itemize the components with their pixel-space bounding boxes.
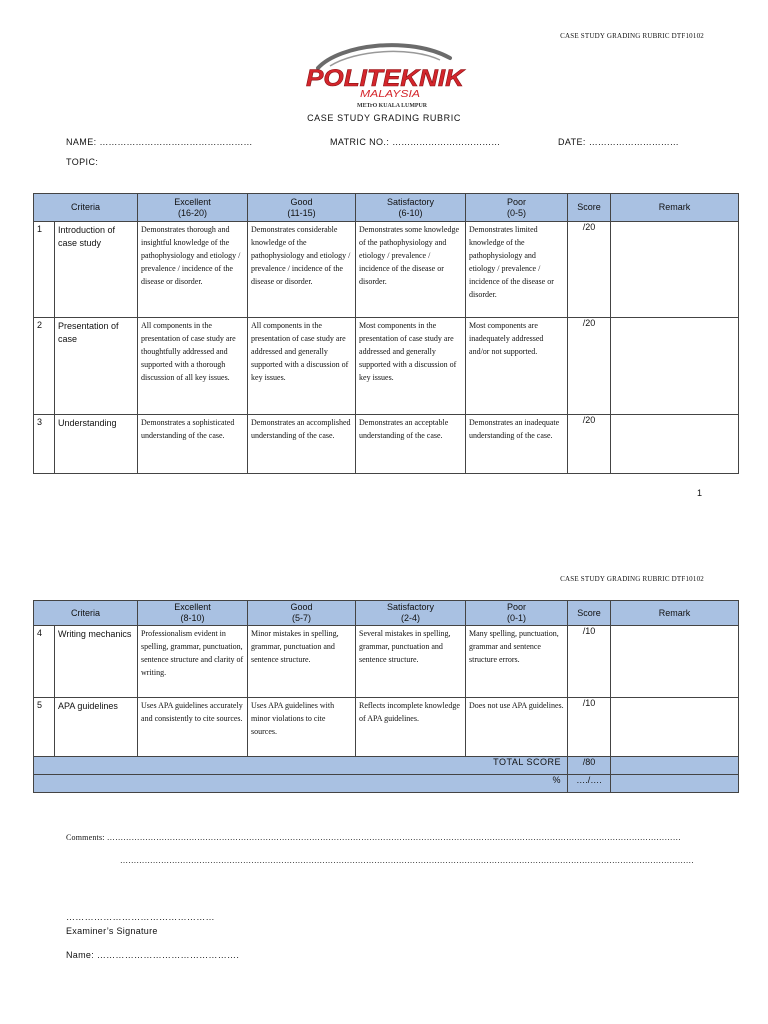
poor-descriptor: Most components are inadequately addressed and/or not supported. (466, 318, 568, 415)
row-criteria: APA guidelines (55, 698, 138, 757)
satisfactory-descriptor: Reflects incomplete knowledge of APA guidelines. (356, 698, 466, 757)
good-descriptor: Minor mistakes in spelling, grammar, punctuation and sentence structure. (248, 626, 356, 698)
document-reference: CASE STUDY GRADING RUBRIC DTF10102 (560, 575, 704, 583)
good-descriptor: All components in the presentation of case study are addressed and generally supported with a discussion of key issues. (248, 318, 356, 415)
page-number: 1 (697, 488, 703, 498)
row-number: 1 (34, 222, 55, 318)
score-cell[interactable]: /10 (568, 626, 611, 698)
document-title: CASE STUDY GRADING RUBRIC (307, 113, 461, 123)
examiner-name-field[interactable] (66, 950, 239, 960)
total-score-value[interactable]: /80 (568, 757, 611, 775)
comments-line-2[interactable]: ………………………………………………………………………………………………………………………………………………………………………………………… (120, 856, 694, 865)
percent-value[interactable]: …./…. (568, 775, 611, 793)
remark-cell[interactable] (611, 626, 739, 698)
comments-dots-1: ………………………………………………………………………………………………………………………………………………………………………………………… (106, 833, 681, 842)
poor-descriptor: Many spelling, punctuation, grammar and sentence structure errors. (466, 626, 568, 698)
examiner-name-label: Name: (66, 950, 95, 960)
satisfactory-descriptor: Most components in the presentation of case study are addressed and generally supported with a discussion of key issues. (356, 318, 466, 415)
header-satisfactory: Satisfactory (6-10) (356, 194, 466, 222)
table-header-row (34, 601, 739, 626)
matric-dots: ……………………………… (392, 137, 501, 147)
good-descriptor: Demonstrates an accomplished understanding of the case. (248, 415, 356, 474)
total-score-label: TOTAL SCORE (34, 757, 568, 775)
matric-field[interactable] (330, 137, 500, 147)
satisfactory-descriptor: Demonstrates some knowledge of the pathophysiology and etiology / prevalence / incidence of the disease or disorder. (356, 222, 466, 318)
poor-descriptor: Does not use APA guidelines. (466, 698, 568, 757)
rubric-table-part1 (33, 193, 739, 474)
good-descriptor: Uses APA guidelines with minor violations to cite sources. (248, 698, 356, 757)
header-poor: Poor (0-5) (466, 194, 568, 222)
percent-remark-cell (611, 775, 739, 793)
header-remark: Remark (611, 601, 739, 626)
table-header-row (34, 194, 739, 222)
comments-line-1[interactable] (66, 833, 681, 842)
name-dots: …………………………………………… (99, 137, 253, 147)
row-number: 4 (34, 626, 55, 698)
header-score: Score (568, 194, 611, 222)
name-label: NAME: (66, 137, 97, 147)
table-row (34, 415, 739, 474)
percent-row (34, 775, 739, 793)
row-number: 5 (34, 698, 55, 757)
comments-label: Comments: (66, 833, 105, 842)
row-number: 3 (34, 415, 55, 474)
logo-name: POLITEKNIK (306, 65, 466, 92)
document-reference: CASE STUDY GRADING RUBRIC DTF10102 (560, 32, 704, 40)
score-cell[interactable]: /20 (568, 318, 611, 415)
row-criteria: Introduction of case study (55, 222, 138, 318)
date-dots: ………………………… (588, 137, 679, 147)
excellent-descriptor: Uses APA guidelines accurately and consistently to cite sources. (138, 698, 248, 757)
header-criteria: Criteria (34, 194, 138, 222)
excellent-descriptor: Demonstrates a sophisticated understanding of the case. (138, 415, 248, 474)
header-satisfactory: Satisfactory (2-4) (356, 601, 466, 626)
table-row (34, 626, 739, 698)
date-label: DATE: (558, 137, 586, 147)
poor-descriptor: Demonstrates an inadequate understanding of the case. (466, 415, 568, 474)
table-row (34, 222, 739, 318)
poor-descriptor: Demonstrates limited knowledge of the pathophysiology and etiology / prevalence / incidence of the disease or disorder. (466, 222, 568, 318)
table-row (34, 318, 739, 415)
remark-cell[interactable] (611, 698, 739, 757)
satisfactory-descriptor: Demonstrates an acceptable understanding of the case. (356, 415, 466, 474)
total-score-row (34, 757, 739, 775)
header-poor: Poor (0-1) (466, 601, 568, 626)
total-remark-cell (611, 757, 739, 775)
topic-label: TOPIC: (66, 157, 99, 167)
examiner-signature-label: Examiner’s Signature (66, 926, 158, 936)
row-criteria: Presentation of case (55, 318, 138, 415)
politeknik-logo (300, 40, 470, 112)
good-descriptor: Demonstrates considerable knowledge of the pathophysiology and etiology / prevalence / incidence of the disease or disorder. (248, 222, 356, 318)
row-criteria: Writing mechanics (55, 626, 138, 698)
header-score: Score (568, 601, 611, 626)
header-criteria: Criteria (34, 601, 138, 626)
logo-country: MALAYSIA (360, 89, 421, 100)
excellent-descriptor: Demonstrates thorough and insightful knowledge of the pathophysiology and etiology / prevalence / incidence of the disease or disorder. (138, 222, 248, 318)
table-row (34, 698, 739, 757)
topic-field[interactable] (66, 157, 98, 167)
score-cell[interactable]: /20 (568, 222, 611, 318)
row-criteria: Understanding (55, 415, 138, 474)
header-excellent: Excellent (16-20) (138, 194, 248, 222)
header-good: Good (11-15) (248, 194, 356, 222)
examiner-name-dots: ………………………………………. (96, 950, 240, 960)
row-number: 2 (34, 318, 55, 415)
matric-label: MATRIC NO.: (330, 137, 390, 147)
excellent-descriptor: All components in the presentation of case study are thoughtfully addressed and supported with a thorough discussion of all key issues. (138, 318, 248, 415)
score-cell[interactable]: /20 (568, 415, 611, 474)
name-field[interactable] (66, 137, 252, 147)
score-cell[interactable]: /10 (568, 698, 611, 757)
remark-cell[interactable] (611, 415, 739, 474)
logo-campus: METrO KUALA LUMPUR (357, 103, 428, 109)
rubric-table-part2 (33, 600, 739, 793)
header-good: Good (5-7) (248, 601, 356, 626)
remark-cell[interactable] (611, 318, 739, 415)
excellent-descriptor: Professionalism evident in spelling, grammar, punctuation, sentence structure and clarity of writing. (138, 626, 248, 698)
remark-cell[interactable] (611, 222, 739, 318)
header-remark: Remark (611, 194, 739, 222)
percent-label: % (34, 775, 568, 793)
signature-line[interactable]: ………………………………………… (66, 912, 215, 922)
satisfactory-descriptor: Several mistakes in spelling, grammar, punctuation and sentence structure. (356, 626, 466, 698)
header-excellent: Excellent (8-10) (138, 601, 248, 626)
date-field[interactable] (558, 137, 679, 147)
